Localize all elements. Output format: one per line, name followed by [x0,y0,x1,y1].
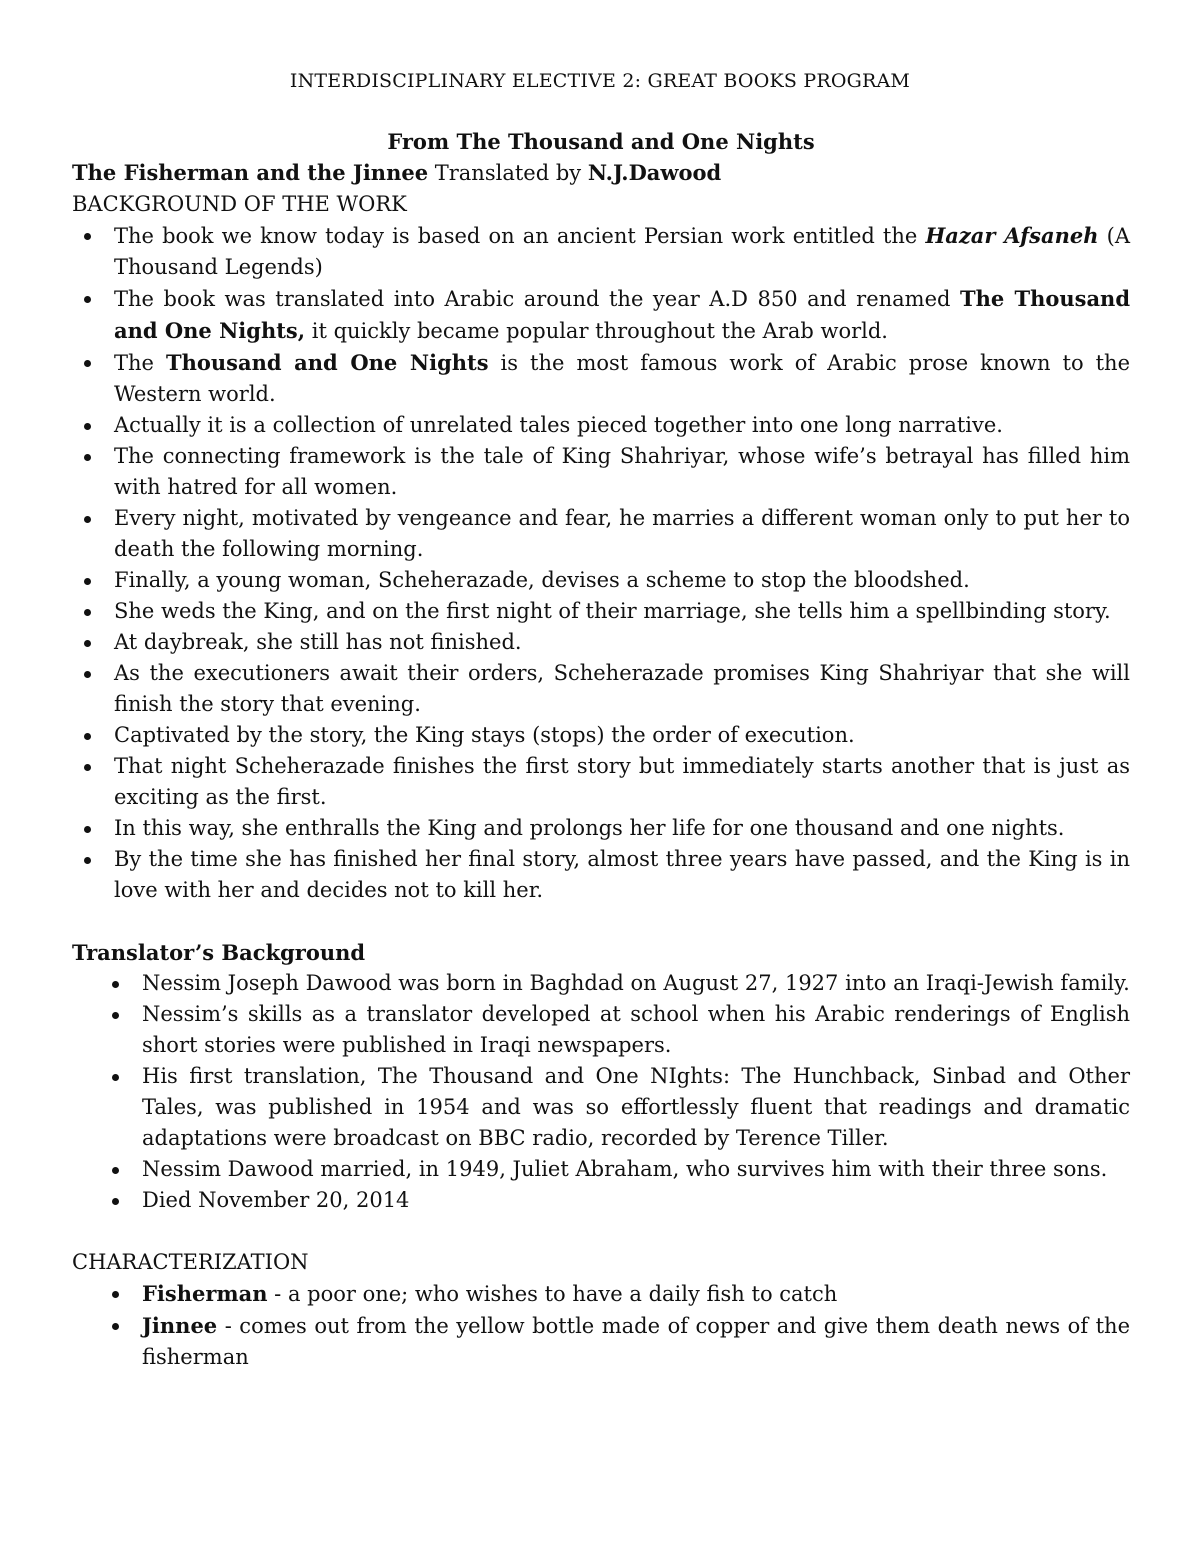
characterization-heading: CHARACTERIZATION [72,1250,309,1274]
background-list [72,220,1130,906]
character-description: - comes out from the yellow bottle made of copper and give them death news of the fisherman [142,1314,1130,1369]
work-title: The Fisherman and the Jinnee [72,160,429,185]
list-item: As the executioners await their orders, Scheherazade promises King Shahriyar that she will finish the story that evening. [72,658,1130,720]
character-description: - a poor one; who wishes to have a daily fish to catch [267,1282,838,1306]
translator-name: N.J.Dawood [587,160,722,185]
document-subtitle [72,157,1130,189]
list-item: Finally, a young woman, Scheherazade, devises a scheme to stop the bloodshed. [72,565,1130,596]
list-item: Died November 20, 2014 [72,1185,1130,1216]
list-item: Nessim Dawood married, in 1949, Juliet Abraham, who survives him with their three sons. [72,1154,1130,1185]
list-item-text: The [114,351,166,375]
list-item: Nessim’s skills as a translator developed at school when his Arabic renderings of English short stories were published in Iraqi newspapers. [72,999,1130,1061]
list-item: The connecting framework is the tale of King Shahriyar, whose wife’s betrayal has filled him with hatred for all women. [72,441,1130,503]
list-item: Actually it is a collection of unrelated tales pieced together into one long narrative. [72,410,1130,441]
list-item: His first translation, The Thousand and One NIghts: The Hunchback, Sinbad and Other Tales, was published in 1954 and was so effortlessly fluent that readings and dramatic adaptations were broadcast on BBC radio, recorded by Terence Tiller. [72,1061,1130,1154]
list-item: Captivated by the story, the King stays (stops) the order of execution. [72,720,1130,751]
page-header: INTERDISCIPLINARY ELECTIVE 2: GREAT BOOKS PROGRAM [289,70,911,92]
list-item-text: The book was translated into Arabic around the year A.D 850 and renamed [114,287,961,311]
translated-by-text: Translated by [428,161,588,185]
spacer [72,906,1130,937]
list-item-text: The book we know today is based on an ancient Persian work entitled the [114,224,926,248]
list-item-emphasis: The Thousand and One Nights, [114,286,1130,343]
document-body [72,126,1130,1373]
list-item [72,347,1130,410]
list-item: Nessim Joseph Dawood was born in Baghdad on August 27, 1927 into an Iraqi-Jewish family. [72,968,1130,999]
spacer [72,1216,1130,1247]
characterization-list [72,1278,1130,1373]
list-item [72,1310,1130,1373]
list-item: That night Scheherazade finishes the first story but immediately starts another that is just as exciting as the first. [72,751,1130,813]
translator-background-heading: Translator’s Background [72,940,366,965]
list-item-text: (A Thousand Legends) [114,224,1130,279]
list-item-emphasis: Thousand and One Nights [165,350,489,375]
character-name: Jinnee [142,1313,218,1338]
character-name: Fisherman [142,1281,268,1306]
list-item-emphasis: Hazar Afsaneh [925,223,1099,248]
list-item-text: is the most famous work of Arabic prose known to the Western world. [114,351,1130,406]
list-item [72,1278,1130,1310]
list-item-text: it quickly became popular throughout the Arab world. [305,319,888,343]
document-title: From The Thousand and One Nights [387,129,815,154]
list-item [72,283,1130,347]
list-item: Every night, motivated by vengeance and fear, he marries a different woman only to put her to death the following morning. [72,503,1130,565]
translator-background-list [72,968,1130,1216]
list-item: In this way, she enthralls the King and prolongs her life for one thousand and one nights. [72,813,1130,844]
list-item: She weds the King, and on the first night of their marriage, she tells him a spellbinding story. [72,596,1130,627]
list-item [72,220,1130,283]
list-item: At daybreak, she still has not finished. [72,627,1130,658]
background-heading: BACKGROUND OF THE WORK [72,192,407,216]
list-item: By the time she has finished her final story, almost three years have passed, and the King is in love with her and decides not to kill her. [72,844,1130,906]
